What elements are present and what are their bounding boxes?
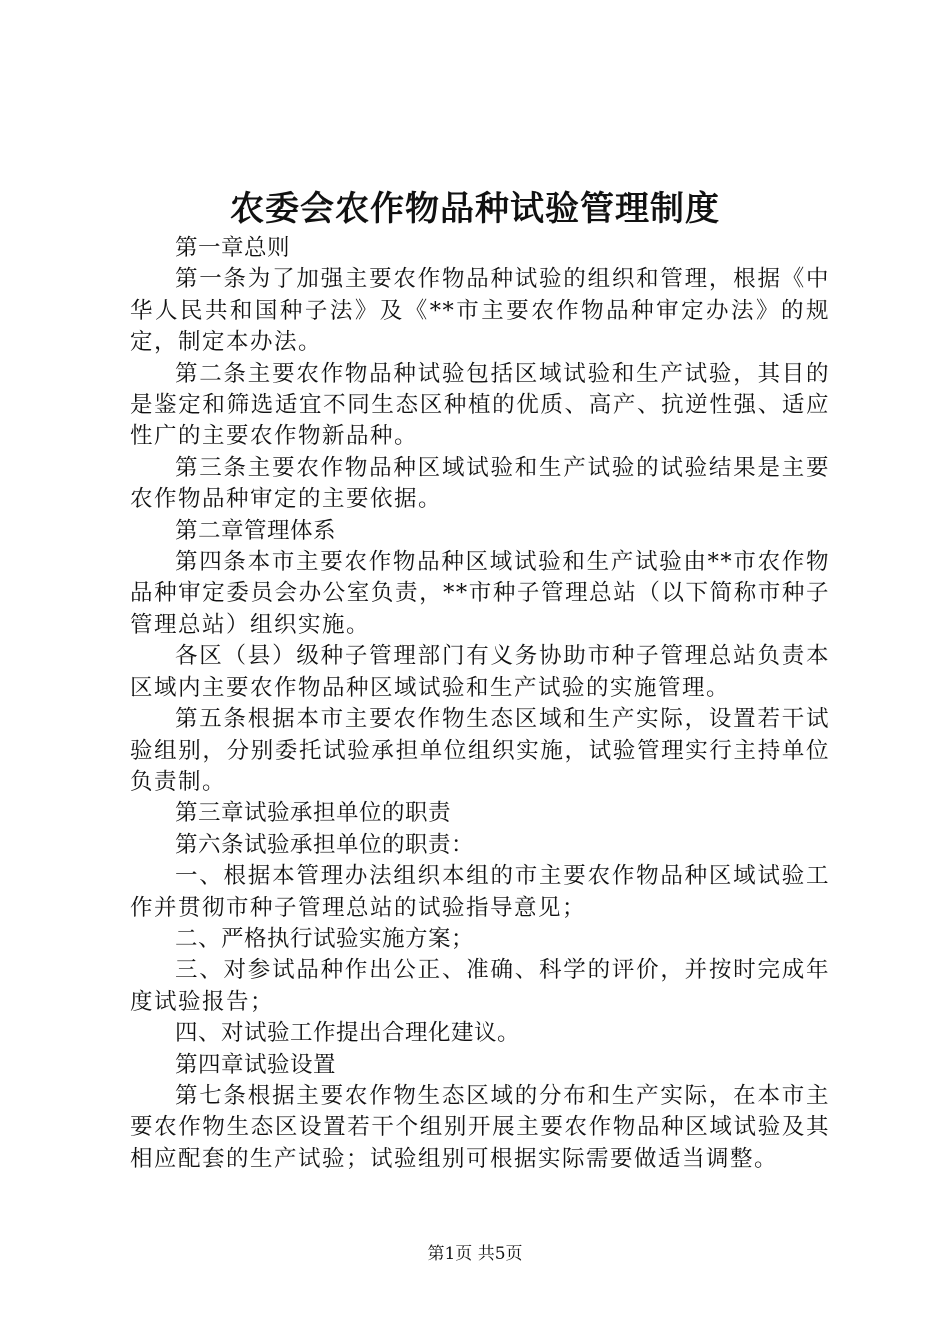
- article-paragraph: 第五条根据本市主要农作物生态区域和生产实际，设置若干试验组别，分别委托试验承担单位组织实施，试验管理实行主持单位负责制。: [130, 706, 830, 795]
- list-item-paragraph: 四、对试验工作提出合理化建议。: [175, 1020, 521, 1047]
- list-item-paragraph: 三、对参试品种作出公正、准确、科学的评价，并按时完成年度试验报告；: [130, 957, 830, 1015]
- document-title: 农委会农作物品种试验管理制度: [230, 189, 720, 229]
- chapter-heading: 第四章试验设置: [175, 1051, 337, 1078]
- chapter-heading: 第二章管理体系: [175, 517, 337, 544]
- list-item-paragraph: 二、严格执行试验实施方案；: [175, 925, 475, 952]
- article-paragraph: 第四条本市主要农作物品种区域试验和生产试验由**市农作物品种审定委员会办公室负责，**市种子管理总站（以下简称市种子管理总站）组织实施。: [130, 549, 830, 638]
- article-paragraph: 第六条试验承担单位的职责：: [175, 831, 475, 858]
- article-paragraph: 第三条主要农作物品种区域试验和生产试验的试验结果是主要农作物品种审定的主要依据。: [130, 454, 830, 513]
- article-paragraph: 各区（县）级种子管理部门有义务协助市种子管理总站负责本区域内主要农作物品种区域试验和生产试验的实施管理。: [130, 643, 830, 701]
- chapter-heading: 第三章试验承担单位的职责: [175, 800, 452, 827]
- document-body: [130, 233, 830, 1175]
- article-paragraph: 第七条根据主要农作物生态区域的分布和生产实际，在本市主要农作物生态区设置若干个组别开展主要农作物品种区域试验及其相应配套的生产试验；试验组别可根据实际需要做适当调整。: [130, 1082, 830, 1172]
- page-number: 第1页 共5页: [427, 1244, 523, 1264]
- article-paragraph: 第一条为了加强主要农作物品种试验的组织和管理，根据《中华人民共和国种子法》及《**市主要农作物品种审定办法》的规定，制定本办法。: [130, 266, 830, 356]
- article-paragraph: 第二条主要农作物品种试验包括区域试验和生产试验，其目的是鉴定和筛选适宜不同生态区种植的优质、高产、抗逆性强、适应性广的主要农作物新品种。: [130, 360, 830, 450]
- chapter-heading: 第一章总则: [175, 235, 291, 261]
- list-item-paragraph: 一、根据本管理办法组织本组的市主要农作物品种区域试验工作并贯彻市种子管理总站的试验指导意见；: [130, 863, 830, 921]
